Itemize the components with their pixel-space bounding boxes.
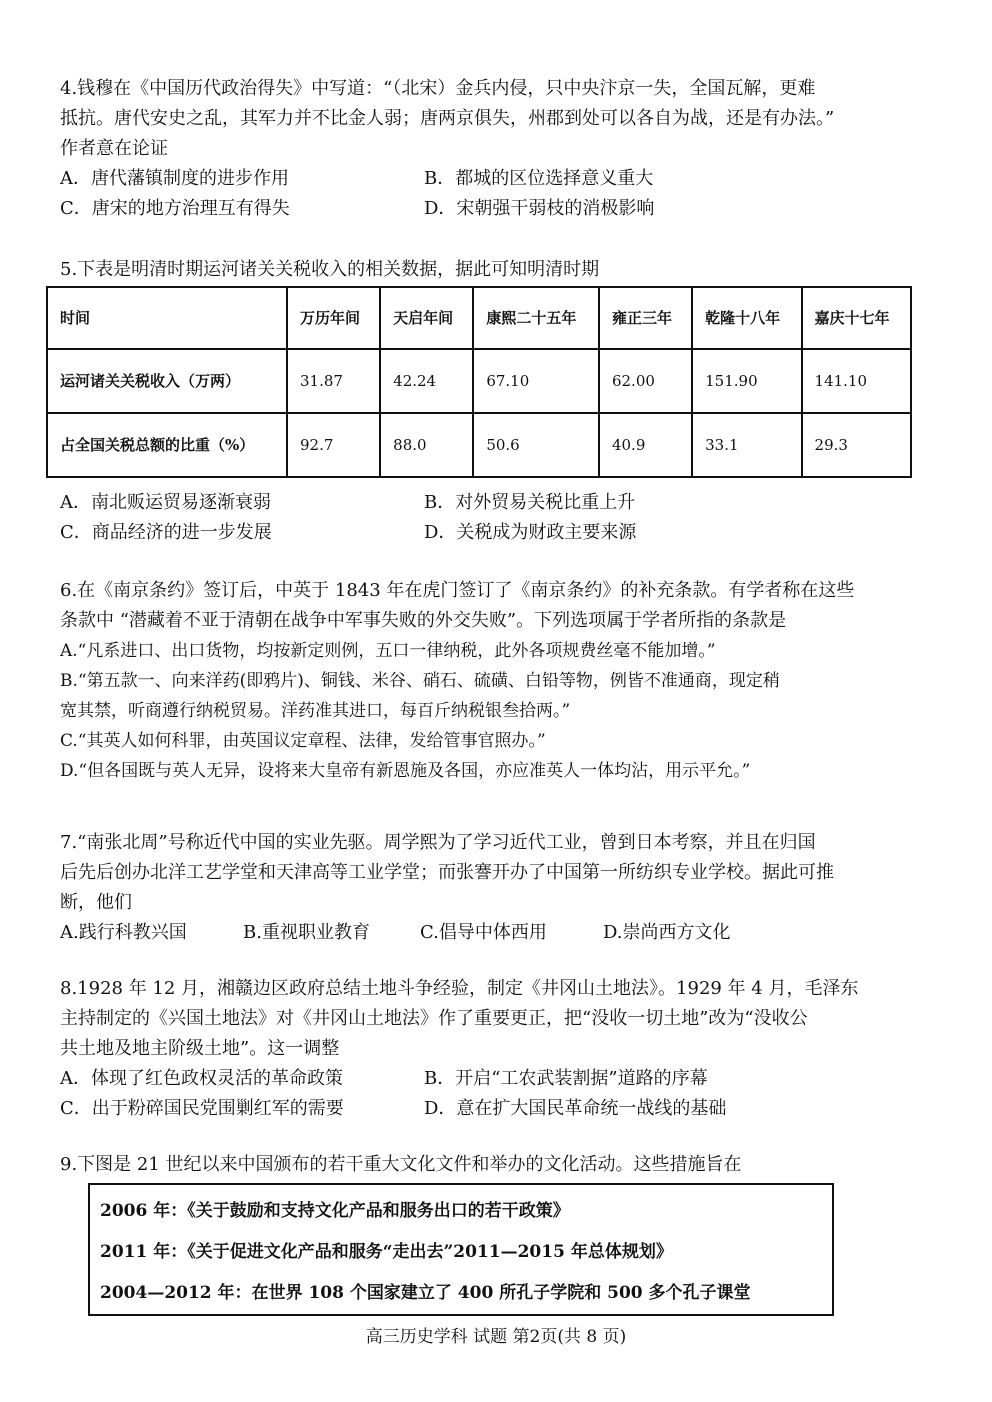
question-5-options [60,488,940,548]
table-row [47,349,911,413]
q7-option-c[interactable]: C.倡导中体西用 [420,922,547,943]
q8-stem-line-2: 主持制定的《兴国土地法》对《井冈山土地法》作了重要更正，把“没收一切土地”改为“没收公 [60,1008,808,1029]
q6-options [60,636,940,786]
q6-option-d[interactable]: D.“但各国既与英人无异，设将来大皇帝有新恩施及各国，亦应准英人一体均沾，用示平允。” [60,761,751,781]
q9-box-line-3: 2004—2012 年：在世界 108 个国家建立了 400 所孔子学院和 500 多个孔子课堂 [100,1283,751,1303]
table-cell: 67.10 [473,349,599,413]
q5-option-b[interactable]: B．对外贸易关税比重上升 [424,492,636,513]
question-4 [60,74,940,224]
q9-box-line-1: 2006 年：《关于鼓励和支持文化产品和服务出口的若干政策》 [100,1201,570,1221]
q9-policy-box [88,1183,834,1316]
q4-stem-line-3: 作者意在论证 [60,138,168,159]
q6-option-c[interactable]: C.“其英人如何科罪，由英国议定章程、法律，发给管事官照办。” [60,731,546,751]
q4-option-c[interactable]: C．唐宋的地方治理互有得失 [60,198,290,219]
q7-options [60,918,940,948]
q5-option-a[interactable]: A．南北贩运贸易逐渐衰弱 [60,492,271,513]
table-cell: 88.0 [380,413,473,477]
question-9-stem [60,1150,940,1180]
question-6 [60,576,940,786]
table-cell: 50.6 [473,413,599,477]
table-cell: 92.7 [287,413,380,477]
q7-option-a[interactable]: A.践行科教兴国 [60,922,187,943]
q6-stem-line-2: 条款中 “潜藏着不亚于清朝在战争中军事失败的外交失败”。下列选项属于学者所指的条款是 [60,610,787,631]
q6-option-a[interactable]: A.“凡系进口、出口货物，均按新定则例，五口一律纳税，此外各项规费丝毫不能加增。” [60,641,716,661]
q8-option-a[interactable]: A．体现了红色政权灵活的革命政策 [60,1068,343,1089]
table-cell: 31.87 [287,349,380,413]
table-cell: 151.90 [692,349,801,413]
q4-option-b[interactable]: B．都城的区位选择意义重大 [424,168,654,189]
q5-option-d[interactable]: D．关税成为财政主要来源 [424,522,637,543]
q5-options [60,488,940,548]
q5-stem: 5.下表是明清时期运河诸关关税收入的相关数据，据此可知明清时期 [60,259,600,280]
table-cell: 运河诸关关税收入（万两） [47,349,287,413]
q8-stem-line-3: 共土地及地主阶级土地”。这一调整 [60,1038,340,1059]
table-cell: 62.00 [599,349,692,413]
q8-option-d[interactable]: D．意在扩大国民革命统一战线的基础 [424,1098,727,1119]
table-header-cell: 雍正三年 [599,287,692,349]
table-cell: 141.10 [802,349,911,413]
table-header-cell: 天启年间 [380,287,473,349]
q9-box-line-2: 2011 年：《关于促进文化产品和服务“走出去”2011—2015 年总体规划》 [100,1242,673,1262]
question-7 [60,828,940,948]
q4-stem-line-1: 4.钱穆在《中国历代政治得失》中写道：“（北宋）金兵内侵，只中央汴京一失，全国瓦解，更难 [60,78,816,99]
table-header-row [47,287,911,349]
table-row [47,413,911,477]
q7-stem-line-1: 7.“南张北周”号称近代中国的实业先驱。周学熙为了学习近代工业，曾到日本考察，并且在归国 [60,832,816,853]
table-cell: 40.9 [599,413,692,477]
tariff-table [46,286,912,478]
q7-option-b[interactable]: B.重视职业教育 [243,922,370,943]
q4-option-d[interactable]: D．宋朝强干弱枝的消极影响 [424,198,655,219]
table-cell: 42.24 [380,349,473,413]
table-cell: 29.3 [802,413,911,477]
q4-options [60,164,940,224]
question-8 [60,974,940,1124]
question-5-stem [60,255,940,285]
q5-option-c[interactable]: C．商品经济的进一步发展 [60,522,272,543]
q6-stem-line-1: 6.在《南京条约》签订后，中英于 1843 年在虎门签订了《南京条约》的补充条款。有学者称在这些 [60,580,855,601]
q4-stem-line-2: 抵抗。唐代安史之乱，其军力并不比金人弱；唐两京俱失，州郡到处可以各自为战，还是有办法。” [60,108,835,129]
table-header-cell: 万历年间 [287,287,380,349]
q8-stem-line-1: 8.1928 年 12 月，湘赣边区政府总结土地斗争经验，制定《井冈山土地法》。1929 年 4 月，毛泽东 [60,978,859,999]
q7-stem-line-2: 后先后创办北洋工艺学堂和天津高等工业学堂；而张謇开办了中国第一所纺织专业学校。据此可推 [60,862,834,883]
q9-stem: 9.下图是 21 世纪以来中国颁布的若干重大文化文件和举办的文化活动。这些措施旨在 [60,1154,742,1175]
table-header-cell: 乾隆十八年 [692,287,801,349]
q8-option-b[interactable]: B．开启“工农武装割据”道路的序幕 [424,1068,708,1089]
page-footer: 高三历史学科 试题 第2页(共 8 页) [365,1327,627,1347]
table-header-cell: 康熙二十五年 [473,287,599,349]
table-cell: 占全国关税总额的比重（%） [47,413,287,477]
q6-option-b[interactable]: B.“第五款一、向来洋药(即鸦片)、铜钱、米谷、硝石、硫磺、白铅等物，例皆不准通商，现定稍 [60,671,780,691]
table-cell: 33.1 [692,413,801,477]
q8-option-c[interactable]: C．出于粉碎国民党围剿红军的需要 [60,1098,344,1119]
q4-option-a[interactable]: A．唐代藩镇制度的进步作用 [60,168,289,189]
table-header-cell: 嘉庆十七年 [802,287,911,349]
q7-stem-line-3: 断，他们 [60,892,132,913]
q7-option-d[interactable]: D.崇尚西方文化 [603,922,731,943]
table-header-cell: 时间 [47,287,287,349]
q6-option-b-continued: 宽其禁，听商遵行纳税贸易。洋药准其进口，每百斤纳税银叁拾两。” [60,701,571,721]
q8-options [60,1064,940,1124]
